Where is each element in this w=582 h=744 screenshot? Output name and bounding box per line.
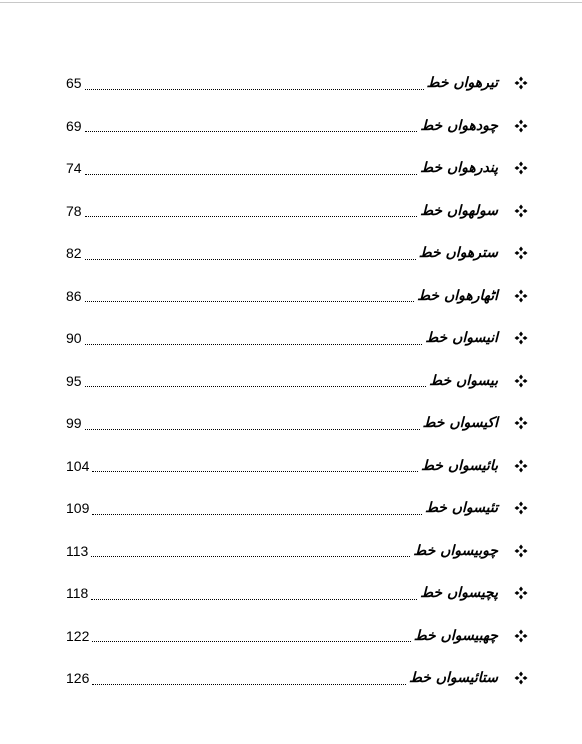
- dot-leader: [85, 301, 415, 302]
- dot-leader: [92, 471, 418, 472]
- toc-page-number: 86: [66, 287, 82, 304]
- toc-entry[interactable]: [66, 402, 528, 445]
- toc-entry-title: پندرھواں خط: [420, 160, 498, 177]
- toc-entry[interactable]: [66, 62, 528, 105]
- toc-entry[interactable]: [66, 615, 528, 658]
- toc-entry[interactable]: [66, 530, 528, 573]
- four-diamond-bullet-icon: [514, 416, 528, 430]
- toc-entry-title: بیسواں خط: [429, 372, 498, 389]
- four-diamond-bullet-icon: [514, 374, 528, 388]
- dot-leader: [91, 599, 417, 600]
- four-diamond-bullet-icon: [514, 671, 528, 685]
- dot-leader: [85, 131, 418, 132]
- toc-entry[interactable]: [66, 487, 528, 530]
- page-top-border: [0, 2, 582, 3]
- four-diamond-bullet-icon: [514, 501, 528, 515]
- toc-page-number: 65: [66, 75, 82, 92]
- toc-entry[interactable]: [66, 572, 528, 615]
- toc-page-number: 99: [66, 415, 82, 432]
- dot-leader: [85, 386, 427, 387]
- toc-entry-title: پچیسواں خط: [420, 585, 498, 602]
- toc-page-number: 90: [66, 330, 82, 347]
- toc-entry-title: اٹھارھواں خط: [417, 287, 498, 304]
- toc-entry-title: ستائیسواں خط: [408, 670, 498, 687]
- toc-entry[interactable]: [66, 317, 528, 360]
- toc-page-number: 95: [66, 372, 82, 389]
- dot-leader: [92, 684, 406, 685]
- four-diamond-bullet-icon: [514, 629, 528, 643]
- toc-entry-title: چوبیسواں خط: [413, 542, 498, 559]
- dot-leader: [92, 514, 422, 515]
- toc-entry-title: سترھواں خط: [418, 245, 498, 262]
- toc-entry-title: چھبیسواں خط: [413, 627, 498, 644]
- toc-page-number: 78: [66, 202, 82, 219]
- toc-page-number: 74: [66, 160, 82, 177]
- toc-page-number: 113: [66, 542, 89, 559]
- four-diamond-bullet-icon: [514, 544, 528, 558]
- toc-page-number: 104: [66, 457, 90, 474]
- dot-leader: [85, 216, 418, 217]
- toc-entry[interactable]: [66, 105, 528, 148]
- four-diamond-bullet-icon: [514, 76, 528, 90]
- toc-page-number: 122: [66, 627, 90, 644]
- toc-page-number: 69: [66, 117, 82, 134]
- four-diamond-bullet-icon: [514, 586, 528, 600]
- four-diamond-bullet-icon: [514, 459, 528, 473]
- dot-leader: [85, 429, 420, 430]
- four-diamond-bullet-icon: [514, 204, 528, 218]
- toc-entry[interactable]: [66, 190, 528, 233]
- table-of-contents: [66, 62, 528, 700]
- toc-page-number: 118: [66, 585, 89, 602]
- toc-entry[interactable]: [66, 147, 528, 190]
- toc-entry-title: انیسواں خط: [425, 330, 498, 347]
- dot-leader: [85, 89, 424, 90]
- toc-entry[interactable]: [66, 657, 528, 700]
- toc-entry-title: تئیسواں خط: [424, 500, 498, 517]
- toc-page-number: 82: [66, 245, 82, 262]
- toc-entry-title: سولھواں خط: [420, 202, 498, 219]
- four-diamond-bullet-icon: [514, 289, 528, 303]
- toc-entry-title: تیرھواں خط: [426, 75, 498, 92]
- four-diamond-bullet-icon: [514, 331, 528, 345]
- four-diamond-bullet-icon: [514, 246, 528, 260]
- four-diamond-bullet-icon: [514, 119, 528, 133]
- dot-leader: [85, 259, 416, 260]
- toc-entry[interactable]: [66, 360, 528, 403]
- toc-entry-title: چودھواں خط: [420, 117, 498, 134]
- dot-leader: [92, 641, 410, 642]
- dot-leader: [85, 174, 418, 175]
- dot-leader: [91, 556, 410, 557]
- dot-leader: [85, 344, 423, 345]
- toc-page-number: 126: [66, 670, 90, 687]
- toc-entry[interactable]: [66, 445, 528, 488]
- toc-entry[interactable]: [66, 232, 528, 275]
- four-diamond-bullet-icon: [514, 161, 528, 175]
- toc-entry-title: بائیسواں خط: [421, 457, 498, 474]
- toc-page-number: 109: [66, 500, 90, 517]
- toc-entry[interactable]: [66, 275, 528, 318]
- toc-entry-title: اکیسواں خط: [422, 415, 498, 432]
